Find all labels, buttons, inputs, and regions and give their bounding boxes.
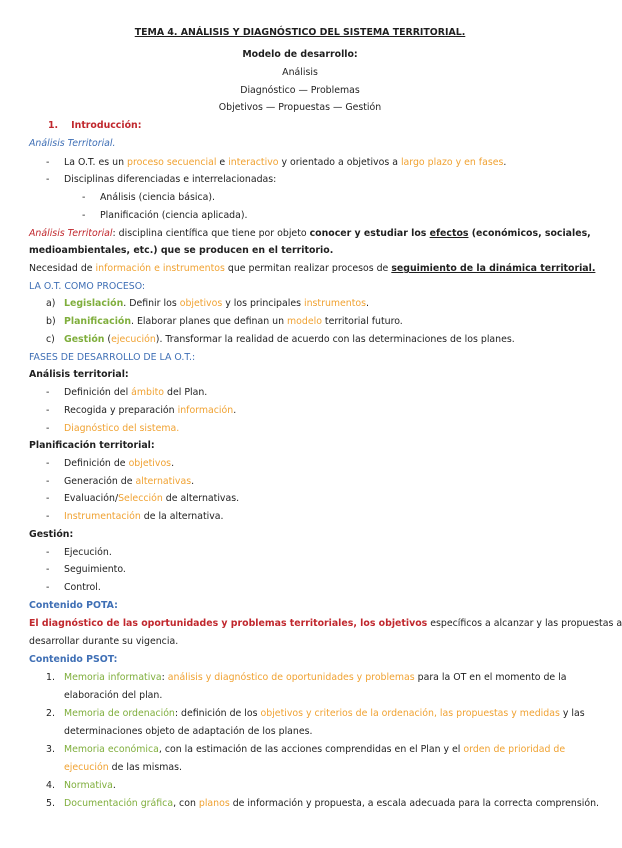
dash-marker: - (46, 423, 50, 434)
fase-item: Ejecución. (64, 547, 112, 558)
doc-title: TEMA 4. ANÁLISIS Y DIAGNÓSTICO DEL SISTEMA TERRITORIAL. (134, 27, 466, 38)
number-marker: 2. (46, 708, 55, 719)
list-marker: c) (46, 334, 55, 345)
disciplines-line: Disciplinas diferenciadas e interrelacionadas: (64, 174, 277, 185)
fase-item: Diagnóstico del sistema. (64, 423, 180, 434)
dash-marker: - (46, 564, 50, 575)
pota-line: El diagnóstico de las oportunidades y problemas territoriales, los objetivos específicos a alcanzar y las propuestas a (29, 618, 622, 629)
discipline-item: Análisis (ciencia básica). (100, 192, 215, 203)
psot-heading: Contenido PSOT: (29, 654, 118, 665)
list-marker: b) (46, 316, 56, 327)
dash-marker: - (46, 476, 50, 487)
proceso-item: Legislación. Definir los objetivos y los principales instrumentos. (64, 298, 370, 309)
number-marker: 1. (46, 672, 55, 683)
proceso-heading: LA O.T. COMO PROCESO: (29, 281, 146, 292)
fase-planificacion-title: Planificación territorial: (29, 440, 155, 451)
fase-item: Generación de alternativas. (64, 476, 195, 487)
fase-item: Definición del ámbito del Plan. (64, 387, 208, 398)
fase-analisis-title: Análisis territorial: (29, 369, 129, 380)
fase-item: Evaluación/Selección de alternativas. (64, 493, 240, 504)
fase-item: Recogida y preparación información. (64, 405, 237, 416)
psot-item-cont: determinaciones objeto de adaptación de los planes. (64, 726, 313, 737)
dash-marker: - (46, 547, 50, 558)
fase-gestion-title: Gestión: (29, 529, 74, 540)
dash-marker: - (46, 387, 50, 398)
proceso-item: Planificación. Elaborar planes que definan un modelo territorial futuro. (64, 316, 403, 327)
model-title: Modelo de desarrollo: (242, 49, 358, 60)
dash-marker: - (46, 157, 50, 168)
fase-item: Instrumentación de la alternativa. (64, 511, 224, 522)
dash-marker: - (46, 511, 50, 522)
ot-line: La O.T. es un proceso secuencial e interactivo y orientado a objetivos a largo plazo y en fases. (64, 157, 507, 168)
list-marker: a) (46, 298, 56, 309)
number-marker: 5. (46, 798, 55, 809)
model-line: Diagnóstico — Problemas (240, 85, 360, 96)
need-line: Necesidad de información e instrumentos que permitan realizar procesos de seguimiento de la dinámica territorial. (29, 263, 596, 274)
fase-item: Control. (64, 582, 101, 593)
definition-line: Análisis Territorial: disciplina científica que tiene por objeto conocer y estudiar los efectos (económicos, sociales, (29, 228, 591, 239)
dash-marker: - (46, 458, 50, 469)
psot-item: Normativa. (64, 780, 116, 791)
psot-item-cont: ejecución de las mismas. (64, 762, 182, 773)
model-line: Objetivos — Propuestas — Gestión (218, 102, 382, 113)
fase-item: Definición de objetivos. (64, 458, 175, 469)
discipline-item: Planificación (ciencia aplicada). (100, 210, 248, 221)
analisis-heading: Análisis Territorial. (29, 138, 116, 149)
dash-marker: - (46, 405, 50, 416)
psot-item: Documentación gráfica, con planos de información y propuesta, a escala adecuada para la correcta comprensión. (64, 798, 600, 809)
pota-heading: Contenido POTA: (29, 600, 118, 611)
model-line: Análisis (282, 67, 318, 78)
psot-item: Memoria de ordenación: definición de los objetivos y criterios de la ordenación, las propuestas y medidas y las (64, 708, 585, 719)
dash-marker: - (46, 582, 50, 593)
psot-item: Memoria informativa: análisis y diagnóstico de oportunidades y problemas para la OT en el momento de la (64, 672, 567, 683)
definition-line-2: medioambientales, etc.) que se producen en el territorio. (29, 245, 334, 256)
dash-marker: - (46, 174, 50, 185)
dash-marker: - (46, 493, 50, 504)
number-marker: 4. (46, 780, 55, 791)
fase-item: Seguimiento. (64, 564, 126, 575)
pota-line-2: desarrollar durante su vigencia. (29, 636, 179, 647)
dash-marker: - (82, 210, 86, 221)
psot-item-cont: elaboración del plan. (64, 690, 163, 701)
dash-marker: - (82, 192, 86, 203)
proceso-item: Gestión (ejecución). Transformar la realidad de acuerdo con las determinaciones de los planes. (64, 334, 515, 345)
psot-item: Memoria económica, con la estimación de las acciones comprendidas en el Plan y el orden de prioridad de (64, 744, 566, 755)
fases-heading: FASES DE DESARROLLO DE LA O.T.: (29, 352, 196, 363)
number-marker: 3. (46, 744, 55, 755)
section-heading-intro: 1. Introducción: (48, 120, 142, 131)
